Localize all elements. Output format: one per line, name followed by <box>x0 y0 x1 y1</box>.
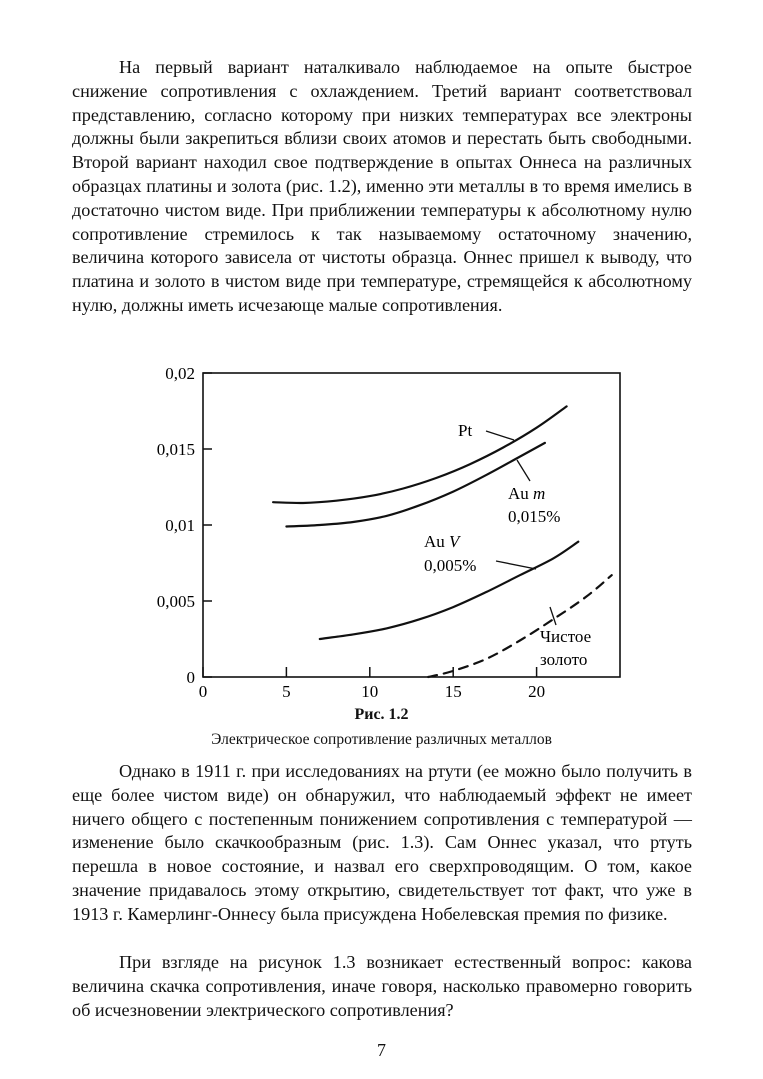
figure-caption: Электрическое сопротивление различных металлов <box>211 731 552 748</box>
series-label: 0,005% <box>424 556 477 575</box>
series-label: 0,015% <box>508 507 561 526</box>
figure-1-2 <box>140 362 640 707</box>
y-tick-label: 0,015 <box>156 440 195 459</box>
leader-line <box>496 561 536 569</box>
x-tick-label: 10 <box>361 682 379 701</box>
paragraph-2: Однако в 1911 г. при исследованиях на ртути (ее можно было получить в еще более чистом виде) он обнаружил, что наблюдаемый эффект не имеет ничего общего с постепенным понижением сопротивления с температурой — изменение было скачкообразным (рис. 1.3). Сам Оннес указал, что ртуть перешла в новое состояние, и назвал его сверхпроводящим. О том, какое значение придавалось этому открытию, свидетельствует тот факт, что уже в 1913 г. Камерлинг-Оннесу была присуждена Нобелевская премия по физике. <box>72 761 692 924</box>
series-label: золото <box>540 650 588 669</box>
y-tick-label: 0,005 <box>156 592 195 611</box>
leader-line <box>550 607 556 625</box>
paragraph-3: При взгляде на рисунок 1.3 возникает естественный вопрос: какова величина скачка сопротивления, иначе говоря, насколько правомерно говорить об исчезновении электрического сопротивления? <box>72 952 692 1020</box>
resistance-chart <box>140 362 640 707</box>
series-label: Pt <box>458 421 473 440</box>
x-tick-label: 15 <box>444 682 462 701</box>
x-tick-label: 0 <box>198 682 208 701</box>
y-tick-label: 0 <box>186 668 195 687</box>
y-tick-label: 0,01 <box>165 516 195 535</box>
x-tick-label: 5 <box>282 682 291 701</box>
x-tick-label: 20 <box>528 682 546 701</box>
leader-line <box>486 431 514 440</box>
y-tick-label: 0,02 <box>165 364 195 383</box>
figure-title: Рис. 1.2 <box>354 706 409 723</box>
leader-line <box>517 460 530 481</box>
series-label: Au m <box>508 484 546 503</box>
page-number: 7 <box>377 1040 386 1060</box>
paragraph-1: На первый вариант наталкивало наблюдаемое на опыте быстрое снижение сопротивления с охлаждением. Третий вариант соответствовал представлению, согласно которому при низких температурах все электроны должны были закрепиться вблизи своих атомов и перестать быть свободными. Второй вариант находил свое подтверждение в опытах Оннеса на различных образцах платины и золота (рис. 1.2), именно эти металлы в то время имелись в достаточно чистом виде. При приближении температуры к абсолютному нулю сопротивление стремилось к так называемому остаточному значению, величина которого зависела от чистоты образца. Оннес пришел к выводу, что платина и золото в чистом виде при температуре, стремящейся к абсолютному нулю, должны иметь исчезающе малые сопротивления. <box>72 57 692 315</box>
series-label: Чистое <box>540 627 592 646</box>
series-label: Au V <box>424 532 460 551</box>
